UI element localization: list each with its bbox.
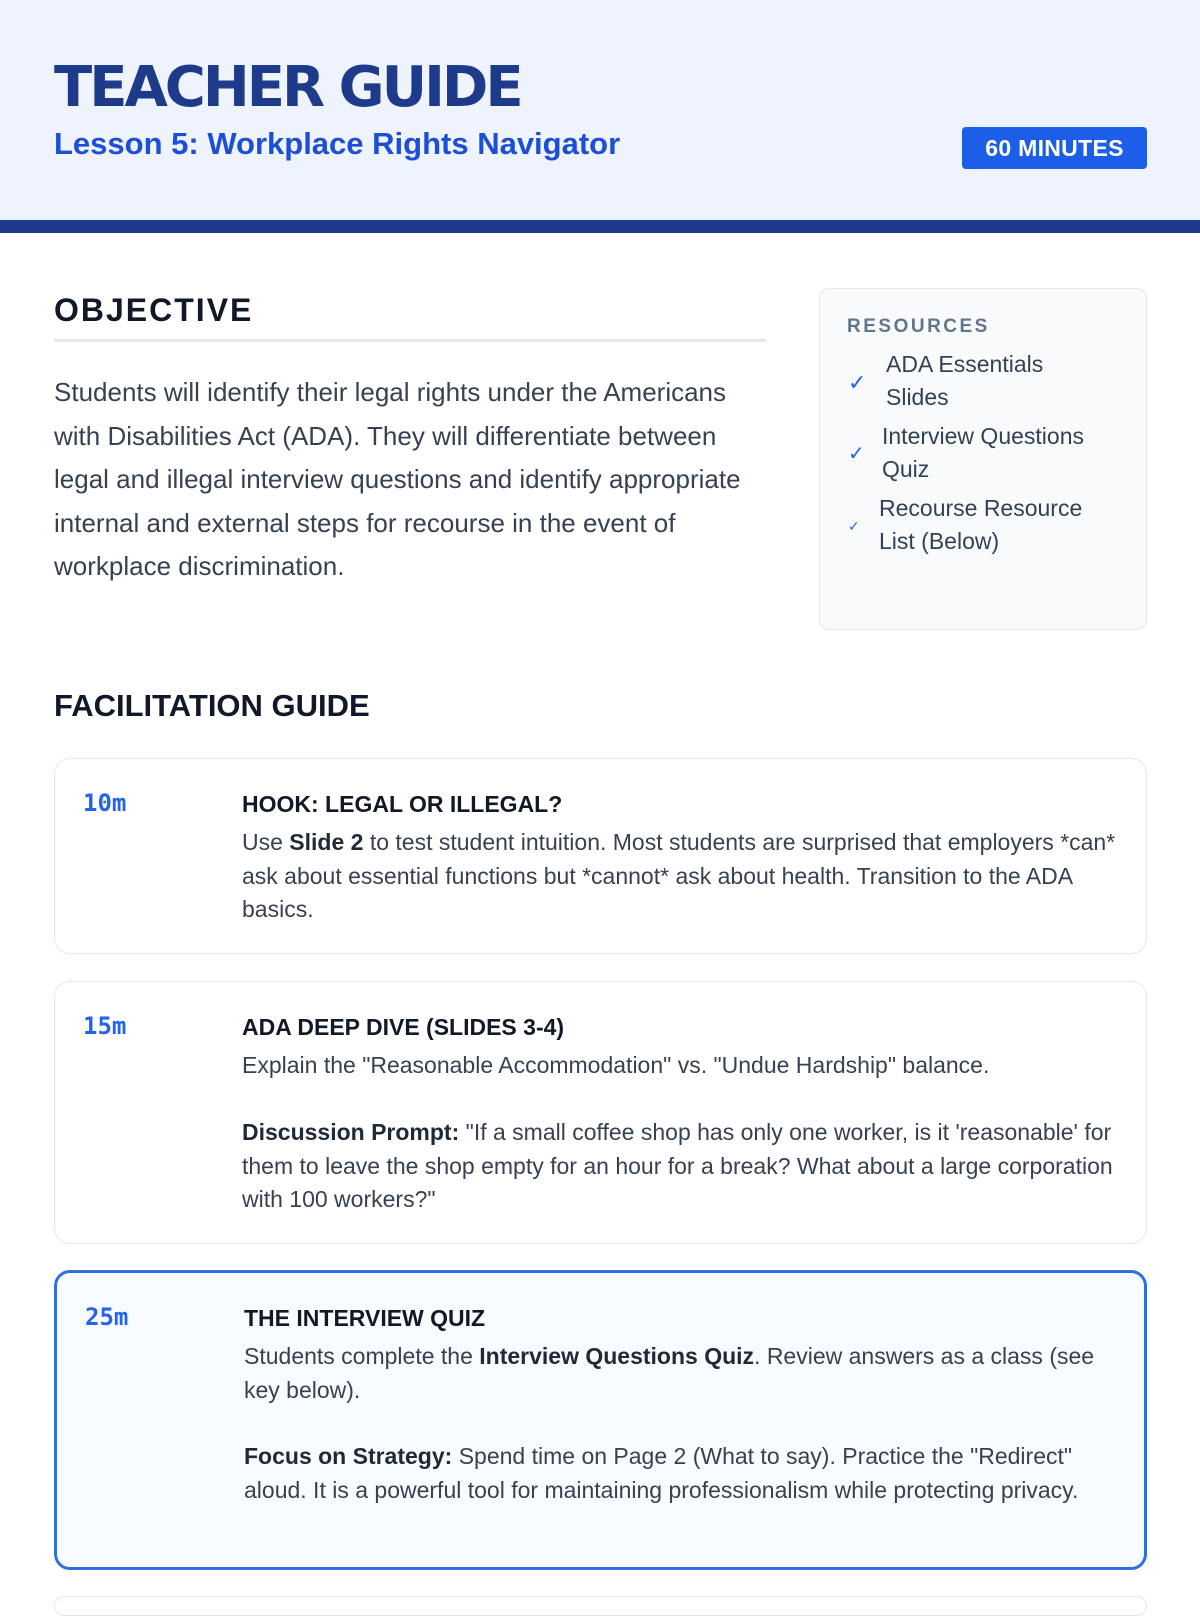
step-title: HOOK: LEGAL OR ILLEGAL? <box>242 791 563 817</box>
check-icon: ✓ <box>848 443 865 465</box>
step-duration: 10m <box>83 789 127 817</box>
step-card <box>54 758 1147 954</box>
objective-divider <box>54 339 766 342</box>
step-duration: 25m <box>85 1303 129 1331</box>
page-title: TEACHER GUIDE <box>54 55 521 120</box>
objective-text: Students will identify their legal rights under the Americans with Disabilities Act (ADA). They will differentiate between legal and illegal interview questions and identify appropriate internal and external steps for recourse in the event of workplace discrimination. <box>54 377 741 581</box>
check-icon: ✓ <box>848 518 860 534</box>
step-duration: 15m <box>83 1012 127 1040</box>
discussion-prompt: Discussion Prompt: "If a small coffee shop has only one worker, is it 'reasonable' for them to leave the shop empty for an hour for a break? What about a large corporation with 100 workers?" <box>242 1119 1113 1212</box>
step-title: THE INTERVIEW QUIZ <box>244 1305 486 1331</box>
objective-heading: OBJECTIVE <box>54 292 254 328</box>
lesson-subtitle: Lesson 5: Workplace Rights Navigator <box>54 126 621 161</box>
resources-panel <box>819 288 1147 630</box>
step-card <box>54 981 1147 1244</box>
resources-heading: RESOURCES <box>847 316 990 337</box>
check-icon: ✓ <box>848 370 867 395</box>
header-divider <box>0 220 1200 233</box>
step-description: Use Slide 2 to test student intuition. Most students are surprised that employers *can* ask about essential functions but *cannot* ask about health. Transition to the ADA basics. <box>242 829 1116 922</box>
resource-item-label: Interview Questions Quiz <box>882 423 1084 482</box>
facilitation-heading: FACILITATION GUIDE <box>54 688 370 723</box>
strategy-focus: Focus on Strategy: Spend time on Page 2 (What to say). Practice the "Redirect" aloud. It is a powerful tool for maintaining professionalism while protecting privacy. <box>244 1443 1079 1503</box>
step-title: ADA DEEP DIVE (SLIDES 3-4) <box>242 1014 565 1040</box>
next-step-card <box>54 1596 1147 1616</box>
resource-item-label: ADA Essentials Slides <box>886 351 1044 410</box>
duration-badge: 60 MINUTES <box>962 127 1147 169</box>
resource-item-label: Recourse Resource List (Below) <box>879 495 1083 554</box>
step-description: Students complete the Interview Questions Quiz. Review answers as a class (see key below). <box>244 1343 1095 1403</box>
step-card-highlighted <box>54 1270 1147 1570</box>
step-description: Explain the "Reasonable Accommodation" vs. "Undue Hardship" balance. <box>242 1052 990 1078</box>
